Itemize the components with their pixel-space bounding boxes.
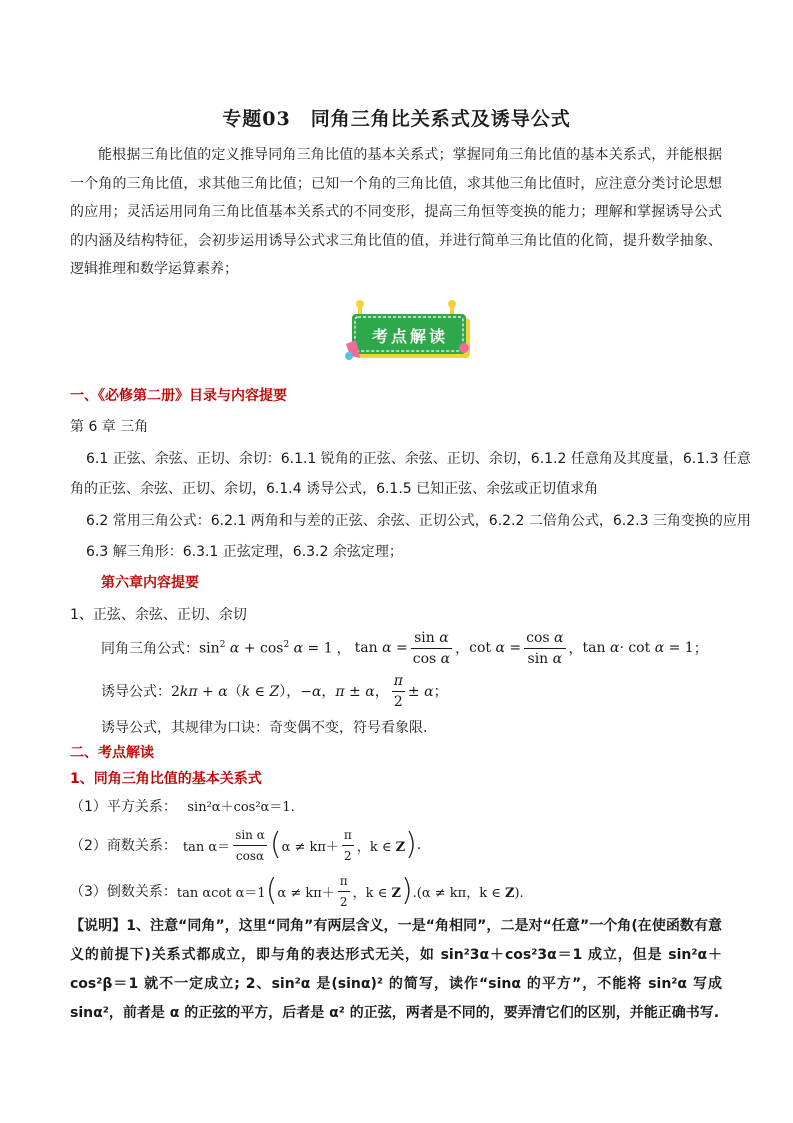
toc-item-6-3: 6.3 解三角形：6.3.1 正弦定理，6.3.2 余弦定理； (86, 544, 403, 560)
reciprocal-relation-label: （3）倒数关系： (70, 884, 177, 900)
intro-paragraph (70, 141, 722, 284)
toc-item-6-1b: 角的正弦、余弦、正切、余切，6.1.4 诱导公式，6.1.5 已知正弦、余弦或正切值求角 (70, 481, 599, 497)
toc-item-6-1a: 6.1 正弦、余弦、正切、余切：6.1.1 锐角的正弦、余弦、正切、余切，6.1.2 任意角及其度量，6.1.3 任意 (86, 451, 751, 467)
intro-text: 能根据三角比值的定义推导同角三角比值的基本关系式；掌握同角三角比值的基本关系式，并能根据一个角的三角比值，求其他三角比值；已知一个角的三角比值，求其他三角比值时，应注意分类讨论思想的应用；灵活运用同角三角比值基本关系式的不同变形，提高三角恒等变换的能力；理解和掌握诱导公式的内涵及结构特征，会初步运用诱导公式求三角比值的值，并进行简单三角比值的化简，提升数学抽象、逻辑推理和数学运算素养； (70, 147, 722, 277)
square-relation: （1）平方关系： sin²α＋cos²α＝1. (70, 799, 295, 815)
chapter-title: 第 6 章 三角 (70, 419, 149, 435)
pi-over-2-fraction: $\frac{\pi}{2}$ (393, 672, 403, 710)
formula-tan-cot: tan α· cot α = 1 (582, 640, 694, 656)
quotient-relation-label: （2）商数关系： (70, 838, 177, 854)
quotient-relation: （2）商数关系： tan α＝ $\frac{\text{sin α}}{\cos\alpha}$ ( α ≠ kπ＋ $\frac{\pi}{2}$ ，k ∈ Z ) . (70, 824, 421, 866)
reciprocal-relation: （3）倒数关系： tan αcot α＝1 ( α ≠ kπ＋ $\frac{\pi}{2}$ ，k ∈ Z ) .(α ≠ kπ，k ∈ Z). (70, 870, 524, 912)
section2-heading: 二、考点解读 (70, 745, 154, 761)
key-points-badge (344, 300, 474, 368)
section1-heading: 一、《必修第二册》目录与内容提要 (70, 388, 287, 404)
identity-formulas: 同角三角公式： $\sin^2 \alpha + \cos^2 \alpha = 1$ ， tan α = $\frac{\text{sin α}}{\text{cos α}}$ ， cot α = $\frac{\text{cos α}}{\text{sin α}}$ ， tan α· cot α = 1 ； (101, 629, 708, 667)
note-text: 1、注意“同角”，这里“同角”有两层含义，一是“角相同”，二是对“任意”一个角(在使函数有意义的前提下)关系式都成立，即与角的表达形式无关，如 sin²3α＋cos²3α＝1 成立，但是 sin²α＋cos²β＝1 就不一定成立; 2、sin²α 是(sinα)² 的简写，读作“sinα 的平方”，不能将 sin²α 写成 sinα²，前者是 α 的正弦的平方，后者是 α² 的正弦，两者是不同的，要弄清它们的区别，并能正确书写. (70, 918, 723, 1021)
note-paragraph (70, 912, 722, 1028)
point1-title: 1、正弦、余弦、正切、余切 (70, 607, 247, 623)
basic-relations-heading: 1、同角三角比值的基本关系式 (70, 771, 262, 787)
badge-label: 考点解读 (371, 327, 448, 346)
induction-rule: 诱导公式，其规律为口诀：奇变偶不变，符号看象限. (101, 720, 428, 736)
formula-pythag: $\sin^2 \alpha + \cos^2 \alpha = 1$ (199, 639, 333, 657)
formula-tan-fraction: $\frac{\text{sin α}}{\text{cos α}}$ (412, 629, 451, 667)
square-relation-label: （1）平方关系： (70, 799, 177, 815)
formula-label: 同角三角公式： (101, 641, 199, 657)
note-tag: 【说明】 (70, 918, 127, 934)
chapter6-summary-heading: 第六章内容提要 (101, 575, 199, 591)
formula-cot-fraction: $\frac{\text{cos α}}{\text{sin α}}$ (526, 629, 564, 667)
induction-formulas: 诱导公式： 2kπ + α（k ∈ Z），−α，π ± α， $\frac{\pi}{2}$ ± α； (101, 672, 448, 710)
page-title: 专题03 同角三角比关系式及诱导公式 (222, 108, 571, 130)
formula-cot: cot α = (469, 640, 522, 656)
formula-tan: tan α = (354, 640, 408, 656)
toc-item-6-2: 6.2 常用三角公式：6.2.1 两角和与差的正弦、余弦、正切公式，6.2.2 二倍角公式，6.2.3 三角变换的应用 (86, 513, 751, 529)
induction-label: 诱导公式： (101, 684, 171, 700)
